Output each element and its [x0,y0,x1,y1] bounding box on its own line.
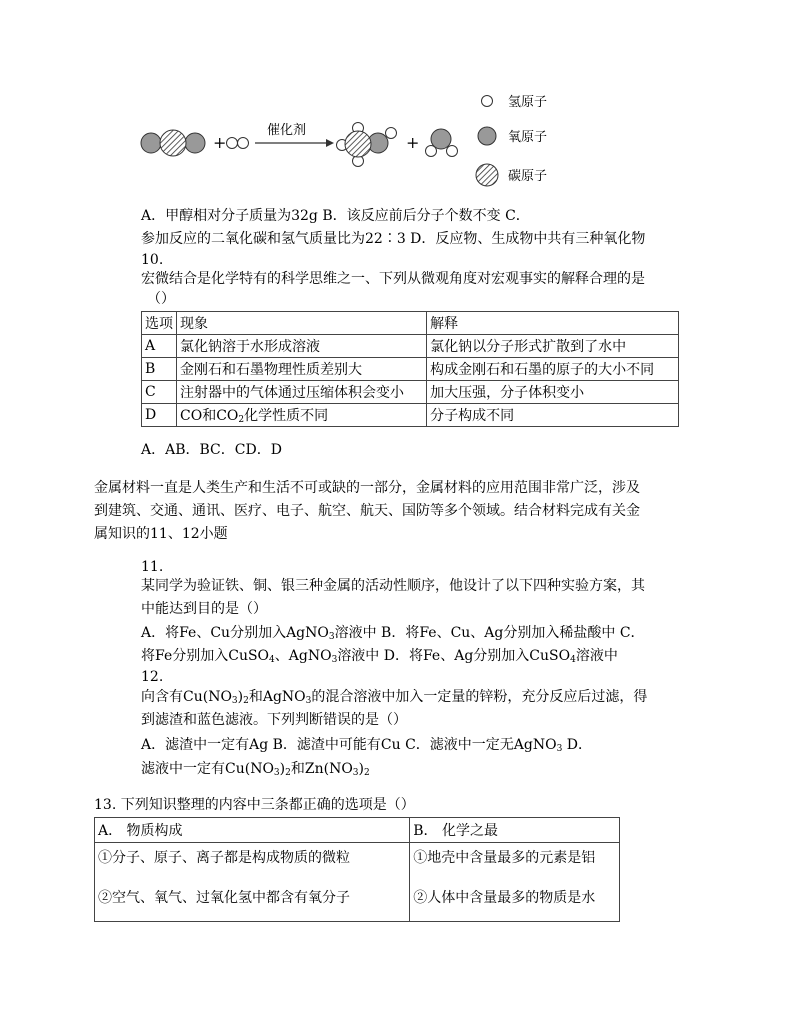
table-row [142,358,679,381]
legend [476,95,547,186]
catalyst-label: 催化剂 [267,123,307,138]
row-option: D [142,404,177,427]
reaction-arrow [255,139,334,147]
col-a-item: ②空气、氧气、过氧化氢中都含有氧分子 [98,890,350,906]
q13-stem: 13. 下列知识整理的内容中三条都正确的选项是（） [94,797,415,813]
q10-choices: A．AB．BC．CD．D [141,442,282,458]
table-header-row [142,312,679,335]
row-explanation: 分子构成不同 [427,404,679,427]
legend-carbon: 碳原子 [508,169,548,184]
table-row [142,381,679,404]
row-phenomenon: 金刚石和石墨物理性质差别大 [177,358,427,381]
col-b-items [410,843,620,922]
legend-oxygen: 氧原子 [508,130,548,145]
q12-options-line1: A．滤渣中一定有Ag B．滤渣中可能有Cu C．滤液中一定无AgNO$_3$ D． [141,737,593,754]
table-row [142,335,679,358]
q10-paren: （） [147,291,175,307]
table-header-row [95,818,620,843]
header-explanation: 解释 [427,312,679,335]
col-b-item: ②人体中含量最多的物质是水 [413,890,596,906]
table-row [142,404,679,427]
q9-options-line2: 参加反应的二氧化碳和氢气质量比为22∶3 D．反应物、生成物中共有三种氧化物 [141,231,646,247]
row-phenomenon: 注射器中的气体通过压缩体积会变小 [177,381,427,404]
row-phenomenon: CO和$CO_2$化学性质不同 [177,404,427,427]
intro-line3: 属知识的11、12小题 [94,526,228,542]
carbon-dioxide-molecule [141,130,205,156]
plus-sign: + [213,133,227,152]
q11-stem1: 某同学为验证铁、铜、银三种金属的活动性顺序，他设计了以下四种实验方案，其 [141,578,645,594]
header-phenomenon: 现象 [177,312,427,335]
row-option: A [142,335,177,358]
legend-hydrogen: 氢原子 [508,95,548,110]
q12-stem1: 向含有$Cu(NO_3)_2$和AgNO$_3$的混合溶液中加入一定量的锌粉，充分反应后过滤，得 [141,689,648,706]
col-a-title: A． 物质构成 [95,818,410,843]
q10-table [141,311,679,427]
q13-table [94,817,620,922]
q10-number: 10. [141,252,164,268]
water-molecule [426,129,458,157]
intro-line1: 金属材料一直是人类生产和生活不可或缺的一部分，金属材料的应用范围非常广泛，涉及 [94,480,640,496]
plus-sign: + [406,133,420,152]
row-explanation: 氯化钠以分子形式扩散到了水中 [427,335,679,358]
row-option: B [142,358,177,381]
q12-options-line2: 滤液中一定有$Cu(NO_3)_2$和$Zn(NO_3)_2$ [141,761,370,778]
row-phenomenon: 氯化钠溶于水形成溶液 [177,335,427,358]
row-explanation: 构成金刚石和石墨的原子的大小不同 [427,358,679,381]
q12-stem2: 到滤渣和蓝色滤液。下列判断错误的是（） [141,712,407,728]
col-b-title: B． 化学之最 [410,818,620,843]
intro-line2: 到建筑、交通、通讯、医疗、电子、航空、航天、国防等多个领域。结合材料完成有关金 [94,503,640,519]
row-explanation: 加大压强，分子体积变小 [427,381,679,404]
methanol-molecule [337,123,397,167]
q12-number: 12. [141,669,164,685]
reaction-diagram [130,88,570,193]
hydrogen-molecule [227,138,249,149]
col-a-item: ①分子、原子、离子都是构成物质的微粒 [98,850,350,866]
col-b-item: ①地壳中含量最多的元素是铝 [413,850,596,866]
q10-stem: 宏微结合是化学特有的科学思维之一、下列从微观角度对宏观事实的解释合理的是 [141,271,645,287]
header-option: 选项 [142,312,177,335]
q11-options-line2: 将Fe分别加入CuSO$_4$、AgNO$_3$溶液中 D．将Fe、Ag分别加入CuSO$_4$溶液中 [141,648,618,665]
q11-stem2: 中能达到目的是（） [141,601,267,617]
table-row [95,843,620,922]
col-a-items [95,843,410,922]
q9-options-line1: A．甲醇相对分子质量为32g B．该反应前后分子个数不变 C． [141,208,530,224]
q11-options-line1: A．将Fe、Cu分别加入AgNO$_3$溶液中 B．将Fe、Cu、Ag分别加入稀盐酸中 C． [141,625,645,642]
row-option: C [142,381,177,404]
q11-number: 11. [141,559,164,575]
